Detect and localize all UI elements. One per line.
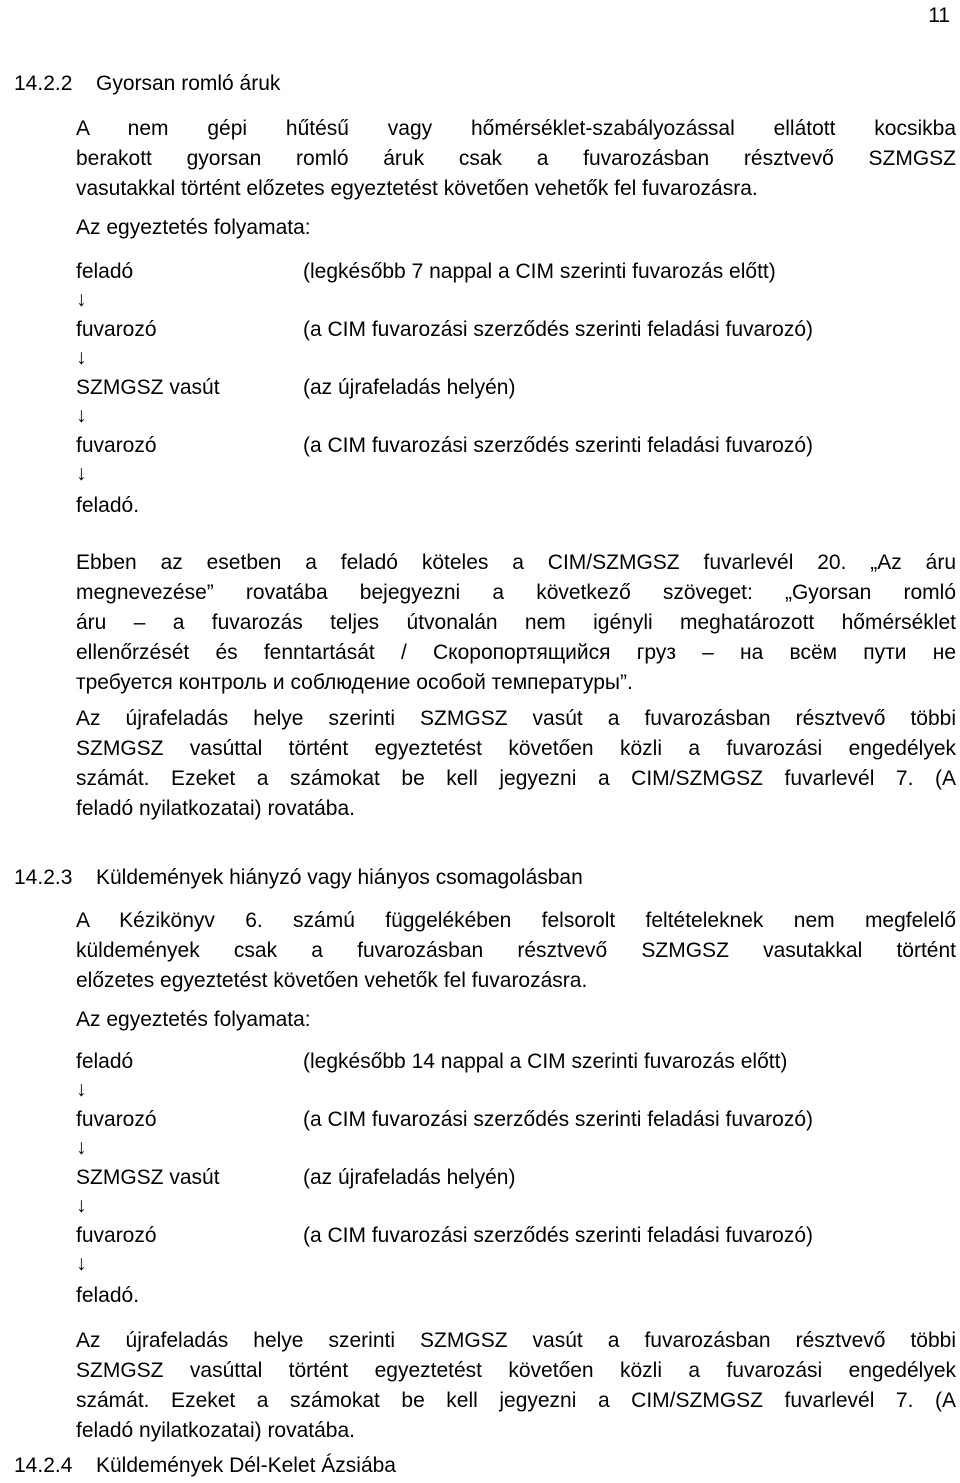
flow-step: feladó. <box>76 494 140 517</box>
paragraph-line: feladó nyilatkozatai) rovatába. <box>76 1419 355 1442</box>
flow-step: feladó <box>76 260 134 283</box>
flow-step: feladó. <box>76 1284 140 1307</box>
paragraph-line: Az újrafeladás helye szerinti SZMGSZ vasút a fuvarozásban résztvevő többi <box>76 1329 956 1352</box>
section-title: Küldemények Dél-Kelet Ázsiába <box>96 1454 396 1477</box>
flow-step: fuvarozó <box>76 318 157 341</box>
paragraph-line: vasutakkal történt előzetes egyeztetést követően vehetők fel fuvarozásra. <box>76 177 758 200</box>
paragraph-line: ellenőrzését és fenntartását / Скоропортящийся груз – на всём пути не <box>76 641 956 664</box>
paragraph-line: számát. Ezeket a számokat be kell jegyezni a CIM/SZMGSZ fuvarlevél 7. (A <box>76 1389 956 1412</box>
flow-note: (a CIM fuvarozási szerződés szerinti feladási fuvarozó) <box>303 1224 814 1247</box>
intro-paragraph <box>76 114 956 204</box>
paragraph-line: előzetes egyeztetést követően vehetők fel fuvarozásra. <box>76 969 588 992</box>
flow-note: (a CIM fuvarozási szerződés szerinti feladási fuvarozó) <box>303 1108 814 1131</box>
down-arrow-icon: ↓ <box>76 1136 87 1159</box>
flow-note: (legkésőbb 14 nappal a CIM szerinti fuvarozás előtt) <box>303 1050 788 1073</box>
paragraph-line: berakott gyorsan romló áruk csak a fuvarozásban résztvevő SZMGSZ <box>76 147 956 170</box>
permit-paragraph <box>76 1326 956 1446</box>
section-number: 14.2.3 <box>14 866 73 889</box>
section-heading-14-2-4 <box>14 1454 396 1478</box>
paragraph-line: требуется контроль и соблюдение особой температуры”. <box>76 671 633 694</box>
paragraph-line: küldemények csak a fuvarozásban résztvevő SZMGSZ vasutakkal történt <box>76 939 956 962</box>
section-heading-14-2-2 <box>14 72 280 96</box>
paragraph-line: A nem gépi hűtésű vagy hőmérséklet-szabályozással ellátott kocsikba <box>76 117 956 140</box>
flow-note: (legkésőbb 7 nappal a CIM szerinti fuvarozás előtt) <box>303 260 776 283</box>
process-label: Az egyeztetés folyamata: <box>76 1008 311 1031</box>
down-arrow-icon: ↓ <box>76 1194 87 1217</box>
flow-note: (az újrafeladás helyén) <box>303 1166 516 1189</box>
waybill-instruction-paragraph <box>76 548 956 698</box>
section-number: 14.2.4 <box>14 1454 73 1477</box>
flow-step: feladó <box>76 1050 134 1073</box>
paragraph-line: feladó nyilatkozatai) rovatába. <box>76 797 355 820</box>
paragraph-line: Az újrafeladás helye szerinti SZMGSZ vasút a fuvarozásban résztvevő többi <box>76 707 956 730</box>
section-title: Küldemények hiányzó vagy hiányos csomagolásban <box>96 866 583 889</box>
down-arrow-icon: ↓ <box>76 404 87 427</box>
paragraph-line: Ebben az esetben a feladó köteles a CIM/SZMGSZ fuvarlevél 20. „Az áru <box>76 551 956 574</box>
flow-note: (a CIM fuvarozási szerződés szerinti feladási fuvarozó) <box>303 318 814 341</box>
flow-note: (az újrafeladás helyén) <box>303 376 516 399</box>
paragraph-line: megnevezése” rovatába bejegyezni a következő szöveget: „Gyorsan romló <box>76 581 956 604</box>
flow-step: fuvarozó <box>76 1108 157 1131</box>
page-number: 11 <box>928 4 950 27</box>
flow-note: (a CIM fuvarozási szerződés szerinti feladási fuvarozó) <box>303 434 814 457</box>
section-number: 14.2.2 <box>14 72 73 95</box>
paragraph-line: SZMGSZ vasúttal történt egyeztetést követően közli a fuvarozási engedélyek <box>76 737 956 760</box>
permit-paragraph <box>76 704 956 824</box>
flow-step: fuvarozó <box>76 434 157 457</box>
paragraph-line: számát. Ezeket a számokat be kell jegyezni a CIM/SZMGSZ fuvarlevél 7. (A <box>76 767 956 790</box>
paragraph-line: áru – a fuvarozás teljes útvonalán nem igényli meghatározott hőmérséklet <box>76 611 956 634</box>
flow-step: SZMGSZ vasút <box>76 1166 220 1189</box>
process-label: Az egyeztetés folyamata: <box>76 216 311 239</box>
down-arrow-icon: ↓ <box>76 346 87 369</box>
down-arrow-icon: ↓ <box>76 1078 87 1101</box>
paragraph-line: SZMGSZ vasúttal történt egyeztetést követően közli a fuvarozási engedélyek <box>76 1359 956 1382</box>
flow-step: SZMGSZ vasút <box>76 376 220 399</box>
down-arrow-icon: ↓ <box>76 462 87 485</box>
section-heading-14-2-3 <box>14 866 583 890</box>
down-arrow-icon: ↓ <box>76 288 87 311</box>
section-title: Gyorsan romló áruk <box>96 72 281 95</box>
flow-step: fuvarozó <box>76 1224 157 1247</box>
paragraph-line: A Kézikönyv 6. számú függelékében felsorolt feltételeknek nem megfelelő <box>76 909 956 932</box>
intro-paragraph <box>76 906 956 996</box>
down-arrow-icon: ↓ <box>76 1252 87 1275</box>
